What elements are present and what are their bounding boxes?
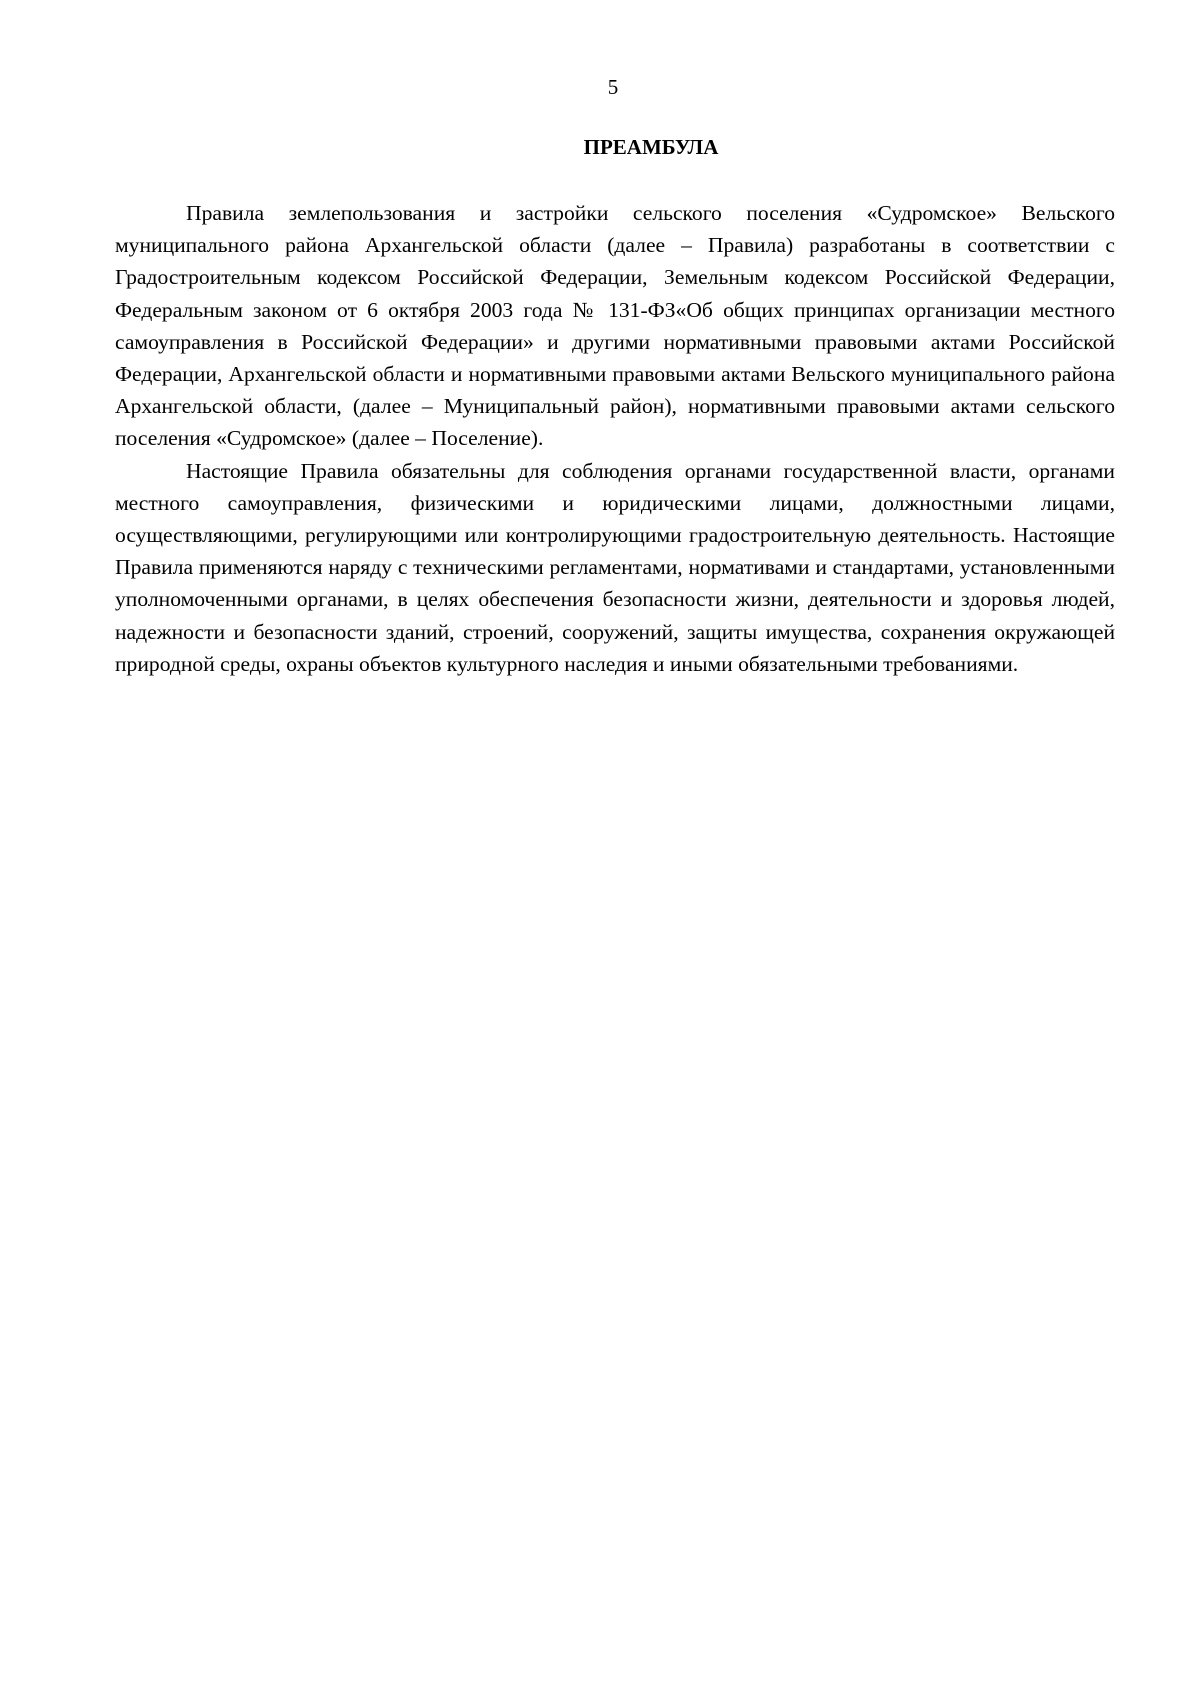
text-line: муниципального района Архангельской области (далее – Правила) разработаны в соответствии <box>115 233 1106 258</box>
page-number: 5 <box>607 75 619 99</box>
text-line: организации местного самоуправления в Российской Федерации» и другими нормативными <box>115 297 1115 354</box>
text-line: район), нормативными правовыми актами сельского поселения «Судромское» (далее – <box>115 394 1115 451</box>
text-line: требованиями. <box>883 651 1019 676</box>
paragraph-1 <box>115 197 1115 455</box>
paragraph-2 <box>115 455 1115 680</box>
body-text <box>115 197 1115 680</box>
text-line: нормативами и стандартами, установленными уполномоченными органами, в целях обеспечения <box>115 555 1115 612</box>
text-line: Правила землепользования и застройки сельского поселения «Судромское» Вельского <box>186 201 1115 225</box>
text-line: Настоящие Правила обязательны для соблюдения органами государственной власти, <box>186 458 1029 483</box>
text-line: природной среды, охраны объектов культурного наследия и иными обязательными <box>115 651 884 676</box>
text-line: лицами, осуществляющими, регулирующими или контролирующими градостроительную <box>115 490 1115 548</box>
text-line: Федерации, Федеральным законом от 6 октября 2003 года № 131-ФЗ«Об общих принципах <box>115 265 1115 322</box>
text-line: с Градостроительным кодексом Российской Федерации, Земельным кодексом Российской <box>115 233 1115 290</box>
text-line: Поселение). <box>431 426 544 451</box>
text-line: правовыми актами Российской Федерации, Архангельской области и нормативными правовыми <box>115 329 1115 387</box>
text-line: и безопасности зданий, строений, сооружений, защиты имущества, сохранения окружающей <box>233 619 1116 644</box>
text-line: актами Вельского муниципального района Архангельской области, (далее – Муниципальный <box>115 362 1115 419</box>
text-line: органами местного самоуправления, физическими и юридическими лицами, должностными <box>115 458 1115 515</box>
text-line: деятельность. Настоящие Правила применяются наряду с техническими регламентами, <box>115 523 1115 580</box>
text-line: безопасности жизни, деятельности и здоровья людей, надежности <box>115 587 1115 644</box>
section-heading: ПРЕАМБУЛА <box>583 135 719 159</box>
